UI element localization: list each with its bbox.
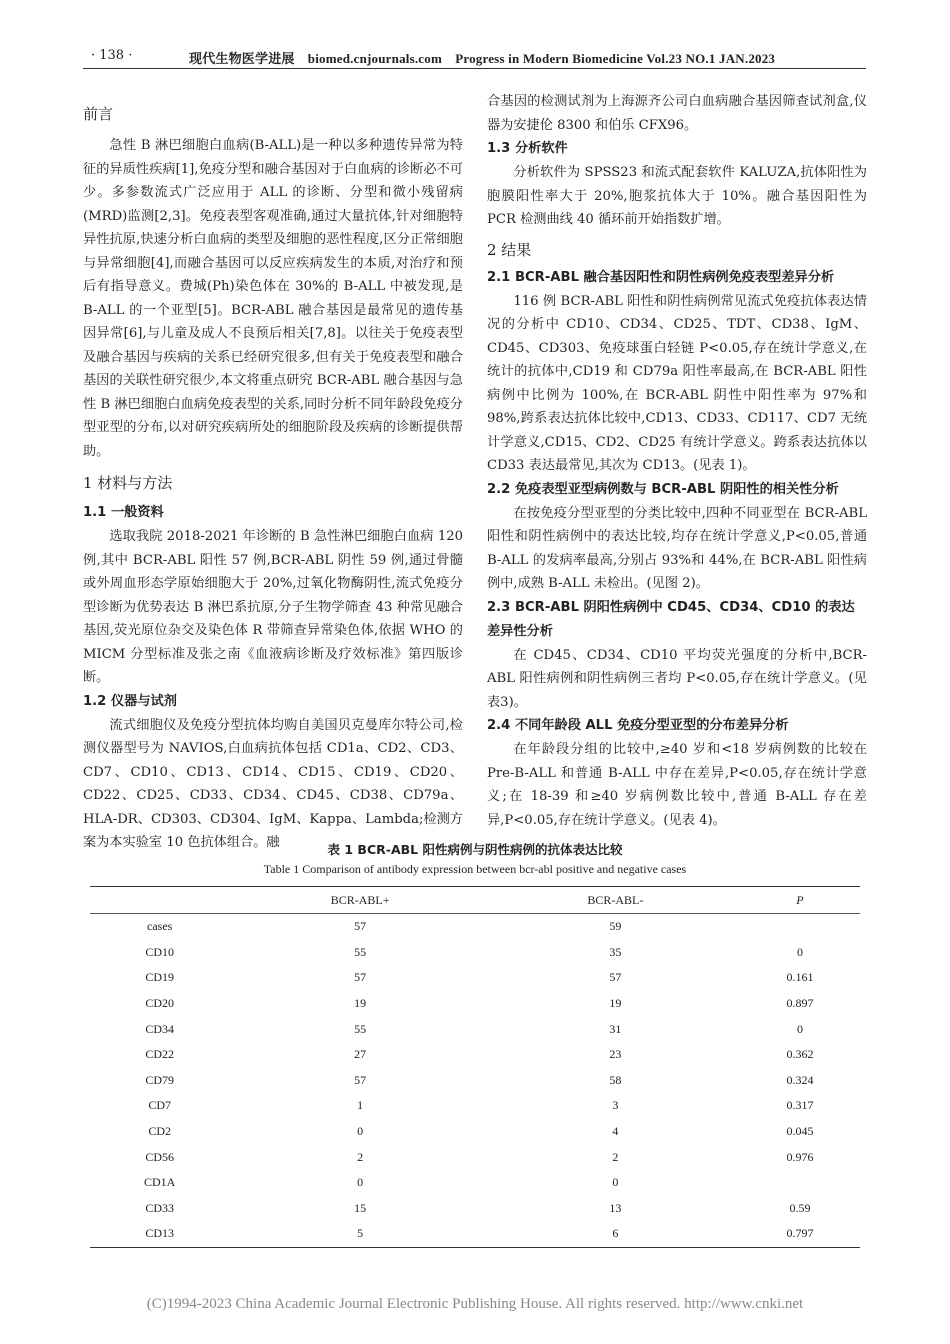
table-cell: [740, 1170, 860, 1196]
right-column: [487, 90, 867, 832]
table-cell: 31: [609, 1021, 622, 1036]
table-cell: CD34: [145, 1021, 175, 1036]
table-cell: 2: [612, 1149, 619, 1164]
table-row: [90, 1144, 860, 1170]
table-cell: 0: [796, 1021, 803, 1036]
table-row: [90, 1068, 860, 1094]
table-cell: CD10: [145, 944, 175, 959]
section-2-2-heading: 2.2 免疫表型亚型病例数与 BCR-ABL 阴阳性的相关性分析: [487, 481, 839, 497]
section-1-1-heading: 1.1 一般资料: [83, 505, 164, 520]
table-cell: 55: [354, 944, 367, 959]
table-cell: CD1A: [144, 1175, 176, 1190]
continued-paragraph: 合基因的检测试剂为上海源齐公司白血病融合基因筛查试剂盒,仪器为安捷伦 8300 和伯乐 CFX96。: [487, 94, 867, 133]
table-cell: 2: [357, 1149, 364, 1164]
table-cell: 13: [609, 1200, 622, 1215]
table-cell: 55: [354, 1021, 367, 1036]
header-cell: [90, 887, 229, 914]
header-cell: BCR-ABL+: [229, 887, 490, 914]
table-cell: CD2: [148, 1124, 172, 1139]
table-cell: 27: [354, 1047, 367, 1062]
intro-paragraph: 急性 B 淋巴细胞白血病(B-ALL)是一种以多种遗传异常为特征的异质性疾病[1],免疫分型和融合基因对于白血病的诊断必不可少。多参数流式广泛应用于 ALL 的诊断、分型和微小残留病(MRD)监测[2,3]。免疫表型客观准确,通过大量抗体,针对细胞特异性抗原,快速分析白血病的类型及细胞的恶性程度,区分正常细胞与异常细胞[4],而融合基因可以反应疾病发生的本质,对治疗和预后有指导意义。费城(Ph)染色体在 30%的 B-ALL 中被发现,是 B-ALL 的一个亚型[5]。BCR-ABL 融合基因是最常见的遗传基因异常[6],与儿童及成人不良预后相关[7,8]。以往关于免疫表型及融合基因与疾病的关系已经研究很多,但有关于免疫表型和融合基因的关联性研究很少,本文将重点研究 BCR-ABL 融合基因与急性 B 淋巴细胞白血病免疫表型的关系,同时分析不同年龄段免疫分型亚型的分布,以对研究疾病所处的细胞阶段及疾病的诊断提供帮助。: [83, 138, 463, 459]
intro-heading: 前言: [83, 105, 114, 123]
table-cell: 0: [357, 1175, 364, 1190]
table-cell: 15: [354, 1200, 367, 1215]
section-1-heading: 1 材料与方法: [83, 474, 173, 492]
table-cell: 0.317: [786, 1098, 814, 1113]
table-cell: CD22: [145, 1047, 175, 1062]
section-2-1-paragraph: 116 例 BCR-ABL 阳性和阴性病例常见流式免疫抗体表达情况的分析中 CD10、CD34、CD25、TDT、CD38、IgM、CD45、CD303、免疫球蛋白轻链 P<0.05,存在统计学意义,在统计的抗体中,CD19 和 CD79a 阳性率最高,在 BCR-ABL 阳性病例中比例为 100%,在 BCR-ABL 阴性中阳性率为 97%和 98%,跨系表达抗体比较中,CD13、CD33、CD117、CD7 无统计学意义,CD15、CD2、CD25 有统计学意义。跨系表达抗体以 CD33 表达最常见,其次为 CD13。(见表 1)。: [487, 293, 867, 473]
table-cell: CD19: [145, 970, 175, 985]
table-cell: 19: [609, 996, 622, 1011]
header-cell: P: [740, 887, 860, 914]
table-row: [90, 914, 860, 940]
copyright-footer: (C)1994-2023 China Academic Journal Electronic Publishing House. All rights reserved. http://www.cnki.net: [146, 1296, 804, 1312]
table-cell: 57: [354, 919, 367, 934]
header-cell: BCR-ABL-: [491, 887, 740, 914]
table-cell: 6: [491, 1221, 740, 1247]
table-cell: 0.897: [786, 996, 814, 1011]
table-cell: 0: [612, 1175, 619, 1190]
table-cell: 57: [354, 1072, 367, 1087]
table-cell: 23: [609, 1047, 622, 1062]
journal-title: 现代生物医学进展 biomed.cnjournals.com Progress in Modern Biomedicine Vol.23 NO.1 JAN.2023: [189, 51, 776, 66]
table-header-row: [90, 887, 860, 914]
table-cell: 57: [609, 970, 622, 985]
table-row: [90, 1196, 860, 1222]
table-cell: 59: [609, 919, 622, 934]
section-1-2-heading: 1.2 仪器与试剂: [83, 693, 177, 709]
table-cell: 0.362: [786, 1047, 814, 1062]
table-row: [90, 1093, 860, 1119]
table-cell: 0: [357, 1124, 364, 1139]
section-2-4-heading: 2.4 不同年龄段 ALL 免疫分型亚型的分布差异分析: [487, 718, 789, 733]
section-2-2-paragraph: 在按免疫分型亚型的分类比较中,四种不同亚型在 BCR-ABL 阳性和阴性病例中的表达比较,均存在统计学意义,P<0.05,普通 B-ALL 的发病率最高,分别占 93%和 44%,在 BCR-ABL 阳性病例中,成熟 B-ALL 未检出。(见图 2)。: [487, 505, 867, 591]
header-rule: [83, 68, 866, 69]
table-row: [90, 1170, 860, 1196]
table-row: [90, 1221, 860, 1247]
table-row: [90, 940, 860, 966]
section-2-3-heading: 2.3 BCR-ABL 阴阳性病例中 CD45、CD34、CD10 的表达差异性分析: [487, 599, 855, 639]
table-cell: 0.59: [789, 1200, 811, 1215]
table-cell: 4: [612, 1124, 619, 1139]
table-cell: CD13: [90, 1221, 229, 1247]
table-caption-en: Table 1 Comparison of antibody expression between bcr-abl positive and negative cases: [263, 862, 687, 876]
table-cell: 57: [354, 970, 367, 985]
table-cell: 35: [609, 944, 622, 959]
section-1-3-heading: 1.3 分析软件: [487, 141, 568, 156]
page-number: · 138 ·: [91, 48, 133, 63]
table-cell: 3: [612, 1098, 619, 1113]
table-cell: 0.976: [786, 1149, 814, 1164]
table-cell: 0.797: [740, 1221, 860, 1247]
section-2-1-heading: 2.1 BCR-ABL 融合基因阳性和阴性病例免疫表型差异分析: [487, 269, 835, 285]
table-cell: CD20: [145, 996, 175, 1011]
table-cell: 0.161: [786, 970, 814, 985]
table-caption-zh: 表 1 BCR-ABL 阳性病例与阴性病例的抗体表达比较: [327, 842, 623, 857]
table-cell: [740, 914, 860, 940]
table-cell: CD79: [145, 1072, 175, 1087]
table-cell: 58: [609, 1072, 622, 1087]
table-row: [90, 1119, 860, 1145]
section-1-1-paragraph: 选取我院 2018-2021 年诊断的 B 急性淋巴细胞白血病 120 例,其中 BCR-ABL 阳性 57 例,BCR-ABL 阴性 59 例,通过骨髓或外周血形态学原始细胞大于 20%,过氧化物酶阴性,流式免疫分型诊断为优势表达 B 淋巴系抗原,分子生物学筛查 43 种常见融合基因,荧光原位杂交及染色体 R 带筛查异常染色体,依据 WHO 的 MICM 分型标准及张之南《血液病诊断及疗效标准》第四版诊断。: [83, 529, 463, 685]
section-1-2-paragraph: 流式细胞仪及免疫分型抗体均购自美国贝克曼库尔特公司,检测仪器型号为 NAVIOS,白血病抗体包括 CD1a、CD2、CD3、CD7、CD10、CD13、CD14、CD15、CD19、CD20、CD22、CD25、CD33、CD34、CD45、CD38、CD79a、HLA-DR、CD303、CD304、IgM、Kappa、Lambda;检测方案为本实验室 10 色抗体组合。融: [83, 717, 463, 850]
section-1-3-paragraph: 分析软件为 SPSS23 和流式配套软件 KALUZA,抗体阳性为胞膜阳性率大于 20%,胞浆抗体大于 10%。融合基因阳性为 PCR 检测曲线 40 循环前开始指数扩增。: [487, 165, 867, 227]
table-cell: 19: [354, 996, 367, 1011]
table-cell: 0: [796, 944, 803, 959]
table-cell: CD56: [145, 1149, 175, 1164]
table-cell: CD7: [148, 1098, 172, 1113]
section-2-4-paragraph: 在年龄段分组的比较中,≥40 岁和<18 岁病例数的比较在 Pre-B-ALL 和普通 B-ALL 中存在差异,P<0.05,存在统计学意义;在 18-39 和≥40 岁病例数比较中,普通 B-ALL 存在差异,P<0.05,存在统计学意义。(见表 4)。: [487, 742, 867, 828]
table-row: [90, 991, 860, 1017]
table-cell: 1: [357, 1098, 364, 1113]
table-row: [90, 1042, 860, 1068]
table-row: [90, 965, 860, 991]
running-header: [83, 46, 866, 68]
antibody-table: [90, 886, 860, 1248]
table-cell: cases: [147, 919, 173, 934]
left-column: [83, 84, 463, 855]
table-cell: 0.324: [786, 1072, 814, 1087]
section-2-heading: 2 结果: [487, 240, 532, 259]
table-cell: 5: [229, 1221, 490, 1247]
table-cell: CD33: [145, 1200, 175, 1215]
table-row: [90, 1016, 860, 1042]
table-cell: 0.045: [786, 1124, 814, 1139]
section-2-3-paragraph: 在 CD45、CD34、CD10 平均荧光强度的分析中,BCR-ABL 阳性病例和阴性病例三者均 P<0.05,存在统计学意义。(见表3)。: [487, 647, 867, 710]
